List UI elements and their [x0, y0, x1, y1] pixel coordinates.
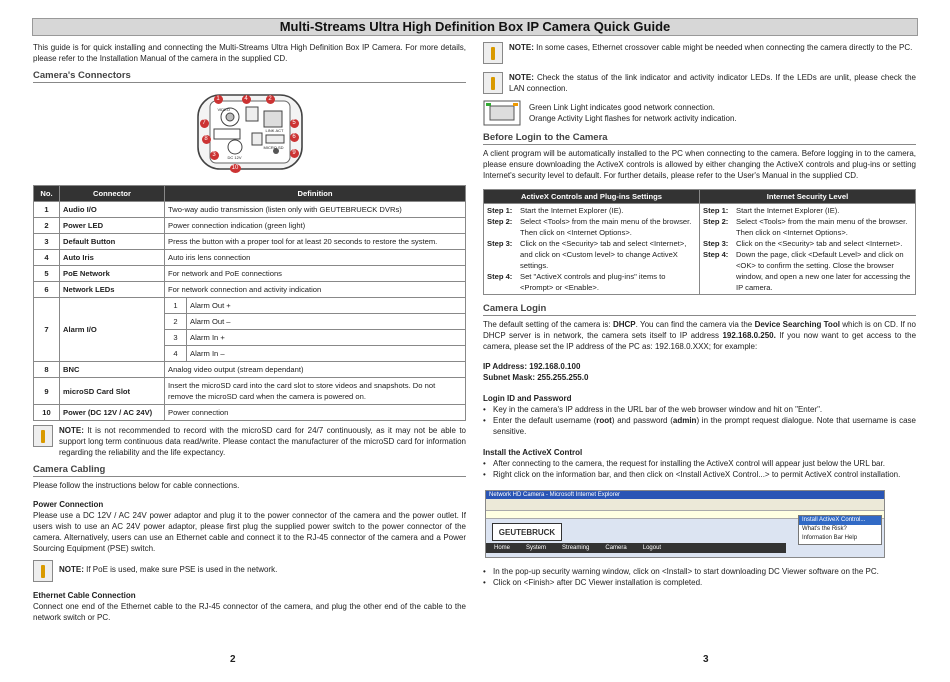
menu-item-help: Information Bar Help: [802, 535, 858, 541]
diagram-label-microsd: MICRO SD: [263, 145, 284, 150]
alarm-def: Alarm Out –: [187, 314, 466, 330]
note-label: NOTE:: [59, 426, 84, 435]
note-crossover: [483, 42, 916, 64]
note-label: NOTE:: [509, 73, 534, 82]
diagram-label-video: VIDEO: [217, 107, 230, 112]
page-title: Multi-Streams Ultra High Definition Box IP Camera Quick Guide: [32, 18, 918, 36]
row-connector: Auto Iris: [60, 250, 165, 266]
alarm-pin: 3: [165, 330, 187, 346]
diagram-label-dc12v: DC 12V: [227, 155, 242, 160]
step-label: Step 2:: [487, 217, 513, 226]
rj45-port-icon: [483, 100, 521, 126]
diagram-label-5: 5: [290, 119, 299, 128]
menu-item-install: Install ActiveX Control...: [799, 516, 881, 525]
col-header-activex: ActiveX Controls and Plug-ins Settings: [484, 190, 700, 204]
table-row: [34, 218, 466, 234]
alarm-pin: 1: [165, 298, 187, 314]
step-text: Start the Internet Explorer (IE).: [736, 206, 840, 215]
info-icon: [33, 425, 53, 447]
step-text: Click on the <Security> tab and select <Internet>.: [736, 239, 903, 248]
login-ip: 192.168.0.250.: [722, 331, 776, 340]
row-connector: Network LEDs: [60, 282, 165, 298]
step-text: Down the page, click <Default Level> and click on <OK> to confirm the setting. Close the browser window, and open a new one later for accessing the IP camera.: [736, 250, 911, 292]
diagram-label-9: 9: [290, 149, 299, 158]
info-icon: [483, 72, 503, 94]
diagram-label-2: 2: [266, 95, 275, 104]
alarm-def: Alarm In +: [187, 330, 466, 346]
col-header-security: Internet Security Level: [700, 190, 916, 204]
alarm-def: Alarm Out +: [187, 298, 466, 314]
before-login-heading: Before Login to the Camera: [483, 132, 916, 145]
text: ) and password (: [611, 416, 673, 425]
login-text-c: which is on CD. If no DHCP server is in network, the camera sets itself to IP address: [483, 320, 916, 340]
step-text: Click on the <Security> tab and select <Internet>, and click on <Custom level> to change ActiveX settings.: [520, 239, 687, 270]
activex-install-heading: Install the ActiveX Control: [483, 448, 583, 457]
activex-table: [483, 189, 916, 295]
text: Enter the default username (: [493, 416, 597, 425]
table-row: [34, 362, 466, 378]
step-text: Select <Tools> from the main menu of the browser. Then click on <Internet Options>.: [520, 217, 692, 237]
row-definition: Analog video output (stream dependant): [165, 362, 466, 378]
row-definition: For network and PoE connections: [165, 266, 466, 282]
step-label: Step 2:: [703, 217, 729, 226]
diagram-label-6: 6: [290, 133, 299, 142]
camera-login-text: [483, 319, 916, 352]
list-item: [487, 216, 696, 238]
before-login-text: A client program will be automatically installed to the PC when connecting to the camera. Before logging in to the camera, please ensure downloading the ActiveX controls is allowed by either changing the ActiveX controls and plug-ins or setting Internet's security level to default. For further details, please refer to the User's Manual in the supplied CD.: [483, 149, 916, 180]
text: ) in the prompt request dialogue. Note that username is case sensitive.: [493, 416, 916, 436]
list-item: [487, 238, 696, 271]
step-text: Set "ActiveX controls and plug-ins" items to <Prompt> or <Enable>.: [520, 272, 666, 292]
list-item: • After connecting to the camera, the request for installing the ActiveX control will appear just below the URL bar.: [483, 458, 916, 469]
step-label: Step 3:: [487, 239, 513, 248]
menu-item-risk: What's the Risk?: [802, 526, 847, 532]
alarm-pin: 2: [165, 314, 187, 330]
note-label: NOTE:: [59, 565, 84, 574]
tab-streaming: Streaming: [562, 545, 590, 551]
page-number-right: 3: [703, 654, 709, 665]
table-header-row: [484, 190, 916, 204]
browser-titlebar: Network HD Camera - Microsoft Internet Explorer: [486, 491, 884, 499]
power-text: Please use a DC 12V / AC 24V power adaptor and plug it to the power connector of the camera and the power outlet. If users wish to use an AC 24V power adaptor, please first plug the supplied power switch to the power connector of the camera. Alternatively, users can use an Ethernet cable and connect it to the RJ-45 connector of the camera and a Power Sourcing Equipment (PSE) switch.: [33, 511, 466, 553]
subnet-mask-line: Subnet Mask: 255.255.255.0: [483, 373, 589, 382]
intro-text: This guide is for quick installing and connecting the Multi-Streams Ultra High Definition Box IP Camera. For more details, please refer to the Installation Manual of the camera in the supplied CD.: [33, 43, 466, 63]
row-no: 4: [34, 250, 60, 266]
table-row: [34, 298, 466, 314]
login-tool: Device Searching Tool: [754, 320, 840, 329]
tab-camera: Camera: [605, 545, 627, 551]
table-row: [34, 282, 466, 298]
table-row: [34, 378, 466, 405]
led-green-text: Green Link Light indicates good network connection.: [529, 103, 715, 112]
table-row: [34, 234, 466, 250]
note-microsd: [33, 425, 466, 458]
table-row: [484, 204, 916, 295]
login-dhcp: DHCP: [612, 320, 636, 329]
note-text: In some cases, Ethernet crossover cable might be needed when connecting the camera directly to the PC.: [533, 43, 913, 52]
note-label: NOTE:: [509, 43, 534, 52]
security-steps-cell: [700, 204, 916, 295]
list-item: [487, 271, 696, 293]
step-label: Step 4:: [487, 272, 513, 281]
note-poe: [33, 560, 466, 582]
camera-login-heading: Camera Login: [483, 303, 916, 316]
tab-home: Home: [494, 545, 511, 551]
table-row: [34, 202, 466, 218]
row-definition: Press the button with a proper tool for at least 20 seconds to restore the system.: [165, 234, 466, 250]
login-text-d: If you now want to get access to the camera, please set the IP address of the PC as: 192.168.0.XXX; for example:: [483, 331, 917, 351]
list-item: • Click on <Finish> after DC Viewer installation is completed.: [483, 577, 916, 588]
step-label: Step 1:: [703, 206, 729, 215]
list-item: [703, 216, 912, 238]
row-no: 9: [34, 378, 60, 405]
list-item: [487, 205, 696, 216]
row-definition: For network connection and activity indication: [165, 282, 466, 298]
tab-logout: Logout: [642, 545, 662, 551]
ethernet-text: Connect one end of the Ethernet cable to the RJ-45 connector of the camera, and plug the other end of the cable to the network switch or PC.: [33, 602, 466, 622]
list-item: [483, 415, 916, 437]
row-connector: Audio I/O: [60, 202, 165, 218]
connector-table: [33, 185, 466, 421]
row-no: 7: [34, 298, 60, 362]
row-connector: Power (DC 12V / AC 24V): [60, 405, 165, 421]
left-column: [33, 42, 466, 623]
alarm-def: Alarm In –: [187, 346, 466, 362]
connectors-heading: Camera's Connectors: [33, 70, 466, 83]
row-no: 10: [34, 405, 60, 421]
right-column: [483, 42, 916, 588]
diagram-label-7: 7: [200, 119, 209, 128]
diagram-label-4: 4: [242, 95, 251, 104]
list-item: [703, 205, 912, 216]
row-definition: Insert the microSD card into the card slot to store videos and snapshots. Do not remove the microSD card when the camera is powered on.: [165, 378, 466, 405]
table-row: [34, 405, 466, 421]
password: admin: [672, 416, 697, 425]
row-connector: PoE Network: [60, 266, 165, 282]
list-item: • Right click on the information bar, and then click on <Install ActiveX Control...> to permit ActiveX control installation.: [483, 469, 916, 480]
tab-system: System: [526, 545, 547, 551]
cabling-heading: Camera Cabling: [33, 464, 466, 477]
list-item: [703, 249, 912, 293]
browser-screenshot: [485, 490, 885, 558]
row-connector: Alarm I/O: [60, 298, 165, 362]
note-text: It is not recommended to record with the microSD card for 24/7 continuously, as it may not be able to support long term continuous data read/write. Please contact the manufacturer of the microSD card for information regarding the reliability and the life expectancy.: [59, 426, 466, 457]
step-label: Step 4:: [703, 250, 729, 259]
login-id-list: [483, 404, 916, 437]
diagram-label-10: 10: [230, 164, 241, 173]
row-definition: Power connection indication (green light): [165, 218, 466, 234]
row-no: 2: [34, 218, 60, 234]
diagram-label-1: 1: [214, 95, 223, 104]
page-number-left: 2: [230, 654, 236, 665]
table-header-row: [34, 186, 466, 202]
login-text-b: . You can find the camera via the: [635, 320, 755, 329]
row-no: 8: [34, 362, 60, 378]
row-connector: Power LED: [60, 218, 165, 234]
row-no: 1: [34, 202, 60, 218]
brand-logo: GEUTEBRUCK: [492, 523, 562, 541]
row-no: 3: [34, 234, 60, 250]
activex-install-list: [483, 458, 916, 480]
diagram-label-link: LINK: [265, 128, 275, 133]
row-connector: microSD Card Slot: [60, 378, 165, 405]
diagram-label-8: 8: [202, 135, 211, 144]
browser-toolbar: [486, 499, 884, 511]
camera-tabs: [486, 543, 786, 553]
row-connector: Default Button: [60, 234, 165, 250]
info-icon: [33, 560, 53, 582]
ethernet-heading: Ethernet Cable Connection: [33, 591, 136, 600]
row-definition: Auto iris lens connection: [165, 250, 466, 266]
table-row: [34, 266, 466, 282]
context-menu: [798, 515, 882, 545]
led-orange-text: Orange Activity Light flashes for network activity indication.: [529, 114, 737, 123]
step-text: Start the Internet Explorer (IE).: [520, 206, 624, 215]
username: root: [596, 416, 612, 425]
note-text: If PoE is used, make sure PSE is used in the network.: [83, 565, 278, 574]
note-text: Check the status of the link indicator and activity indicator LEDs. If the LEDs are unlit, please check the LAN connection.: [509, 73, 916, 93]
row-no: 6: [34, 282, 60, 298]
col-header-definition: Definition: [165, 186, 466, 202]
finish-list: [483, 566, 916, 588]
row-no: 5: [34, 266, 60, 282]
info-icon: [483, 42, 503, 64]
cabling-intro: Please follow the instructions below for cable connections.: [33, 481, 240, 490]
row-connector: BNC: [60, 362, 165, 378]
diagram-label-3: 3: [210, 151, 219, 160]
ip-address-line: IP Address: 192.168.0.100: [483, 362, 581, 371]
diagram-label-act: ACT: [275, 128, 284, 133]
list-item: • In the pop-up security warning window, click on <Install> to start downloading DC Viewer software on the PC.: [483, 566, 916, 577]
alarm-pin: 4: [165, 346, 187, 362]
login-text-a: The default setting of the camera is:: [483, 320, 613, 329]
row-definition: Two-way audio transmission (listen only with GEUTEBRUECK DVRs): [165, 202, 466, 218]
activex-steps-cell: [484, 204, 700, 295]
camera-rear-diagram: [180, 89, 320, 177]
row-definition: Power connection: [165, 405, 466, 421]
col-header-connector: Connector: [60, 186, 165, 202]
login-id-heading: Login ID and Password: [483, 394, 572, 403]
col-header-no: No.: [34, 186, 60, 202]
list-item: [703, 238, 912, 249]
led-legend: [483, 100, 916, 126]
note-leds: [483, 72, 916, 94]
table-row: [34, 250, 466, 266]
step-label: Step 3:: [703, 239, 729, 248]
step-text: Select <Tools> from the main menu of the browser. Then click on <Internet Options>.: [736, 217, 908, 237]
step-label: Step 1:: [487, 206, 513, 215]
power-heading: Power Connection: [33, 500, 104, 509]
list-item: • Key in the camera's IP address in the URL bar of the web browser window and hit on "Enter".: [483, 404, 916, 415]
